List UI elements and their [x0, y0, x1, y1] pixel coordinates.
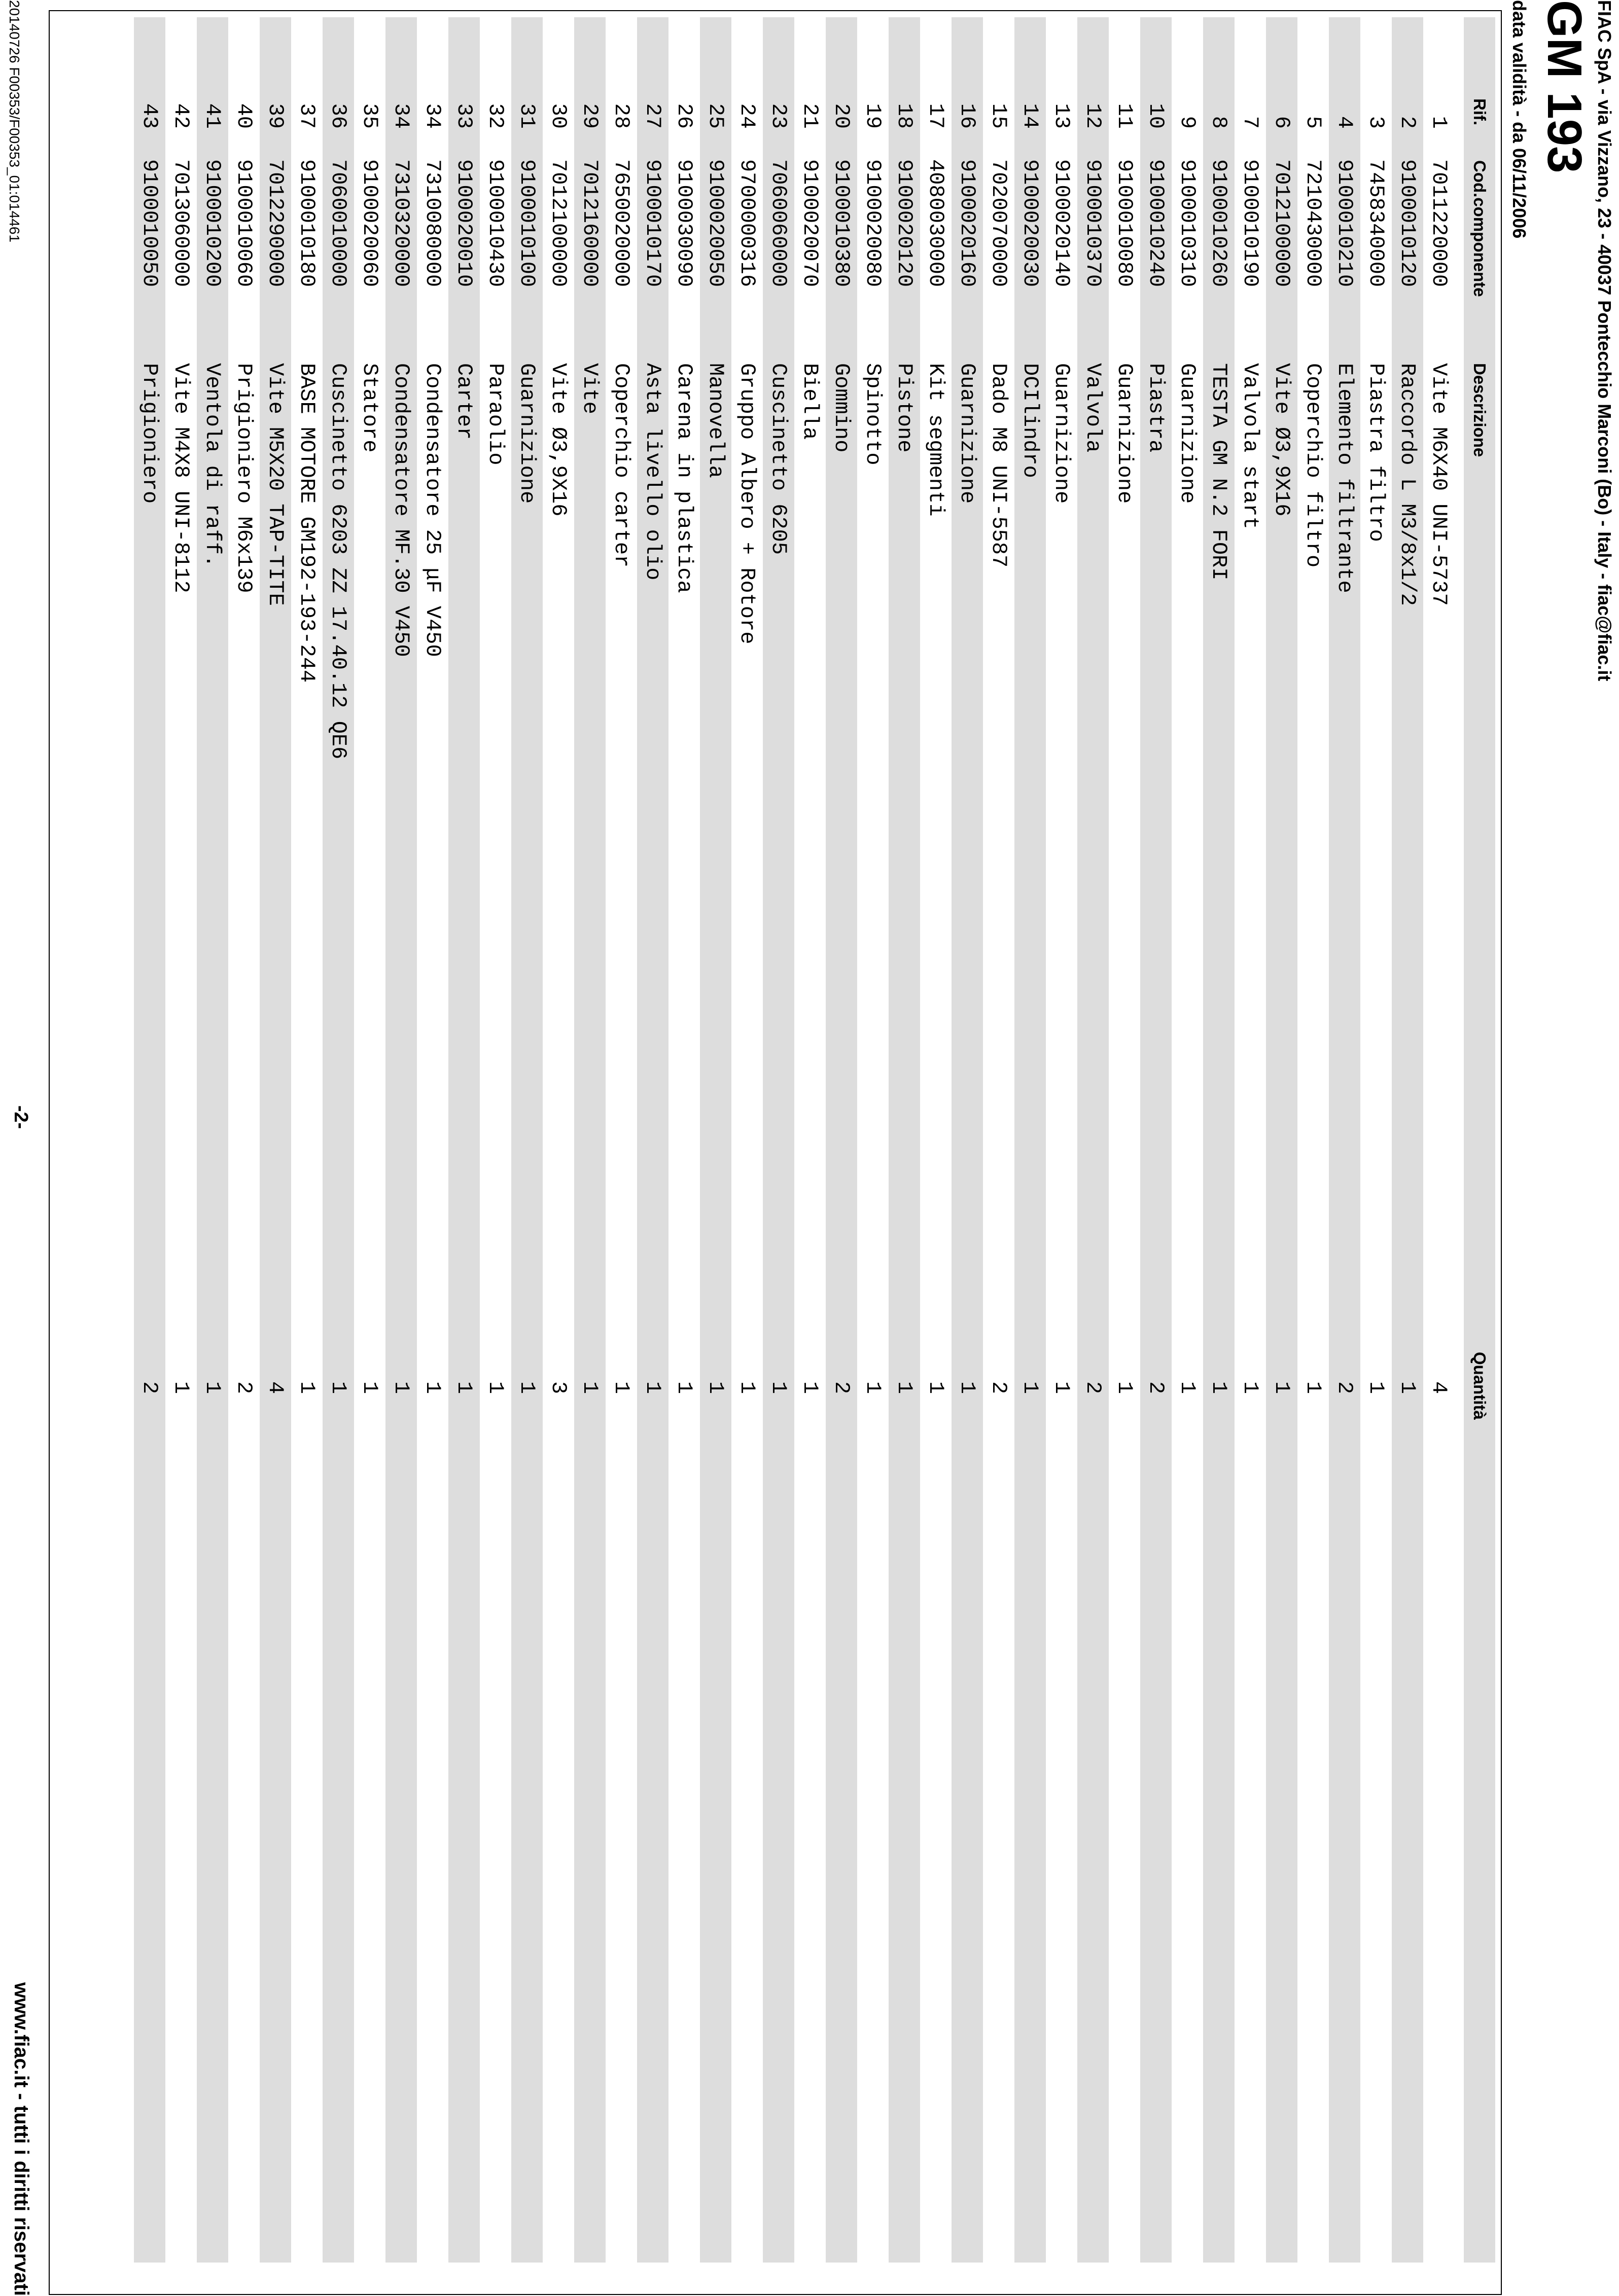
description-cell: Guarnizione	[515, 363, 539, 504]
rif-cell: 21	[798, 103, 822, 129]
table-row	[637, 17, 668, 2263]
code-cell: 9100020070	[798, 159, 822, 288]
rif-cell: 15	[987, 103, 1011, 129]
rif-cell: 16	[955, 103, 979, 129]
quantity-cell: 1	[955, 1381, 979, 1394]
table-row	[228, 17, 260, 2263]
description-cell: Biella	[798, 363, 822, 440]
description-cell: Piastra filtro	[1364, 363, 1388, 542]
rif-cell: 18	[892, 103, 917, 129]
table-row	[1329, 17, 1360, 2263]
code-cell: 7012290000	[263, 159, 288, 288]
table-row	[291, 17, 323, 2263]
description-cell: Kit segmenti	[924, 363, 948, 517]
table-row	[574, 17, 606, 2263]
column-header-quantity: Quantità	[1470, 1352, 1489, 1420]
rif-cell: 3	[1364, 116, 1388, 129]
code-cell: 9100020060	[358, 159, 382, 288]
quantity-cell: 1	[1207, 1381, 1231, 1394]
rif-cell: 6	[1270, 116, 1294, 129]
quantity-cell: 2	[137, 1381, 162, 1394]
rif-cell: 37	[295, 103, 319, 129]
table-row	[165, 17, 197, 2263]
description-cell: Guarnizione	[1112, 363, 1137, 504]
table-row	[952, 17, 983, 2263]
code-cell: 9100020120	[892, 159, 917, 288]
quantity-cell: 1	[924, 1381, 948, 1394]
description-cell: Condensatore 25 μF V450	[420, 363, 445, 657]
table-row	[1046, 17, 1077, 2263]
rif-cell: 14	[1018, 103, 1042, 129]
table-row	[857, 17, 889, 2263]
column-header-code: Cod.componente	[1470, 160, 1489, 297]
column-header-description: Descrizione	[1470, 363, 1489, 457]
code-cell: 9100020080	[861, 159, 885, 288]
code-cell: 9700000316	[735, 159, 759, 288]
table-row	[385, 17, 417, 2263]
description-cell: Dado M8 UNI-5587	[987, 363, 1011, 568]
code-cell: 9100010370	[1081, 159, 1105, 288]
rif-cell: 7	[1238, 116, 1262, 129]
quantity-cell: 1	[483, 1381, 508, 1394]
description-cell: Vite Ø3,9X16	[546, 363, 571, 517]
description-cell: Vite M5X20 TAP-TITE	[263, 363, 288, 606]
code-cell: 9100010310	[1175, 159, 1200, 288]
code-cell: 9100010120	[1395, 159, 1420, 288]
description-cell: Guarnizione	[1175, 363, 1200, 504]
quantity-cell: 1	[295, 1381, 319, 1394]
quantity-cell: 1	[892, 1381, 917, 1394]
quantity-cell: 1	[672, 1381, 696, 1394]
table-row	[1266, 17, 1297, 2263]
rif-cell: 2	[1395, 116, 1420, 129]
code-cell: 7060060000	[766, 159, 791, 288]
rif-cell: 29	[578, 103, 602, 129]
table-row	[354, 17, 385, 2263]
column-header-rif: Rif.	[1470, 98, 1489, 126]
code-cell: 7011220000	[1427, 159, 1451, 288]
code-cell: 9100020030	[1018, 159, 1042, 288]
rif-cell: 34	[389, 103, 413, 129]
description-cell: Condensatore MF.30 V450	[389, 363, 413, 657]
table-row	[197, 17, 228, 2263]
code-cell: 9100010260	[1207, 159, 1231, 288]
quantity-cell: 1	[515, 1381, 539, 1394]
rif-cell: 20	[829, 103, 854, 129]
quantity-cell: 1	[609, 1381, 633, 1394]
description-cell: Asta livello olio	[641, 363, 665, 581]
code-cell: 9100010210	[1332, 159, 1357, 288]
rif-cell: 5	[1301, 116, 1325, 129]
table-row	[1423, 17, 1455, 2263]
rif-cell: 32	[483, 103, 508, 129]
code-cell: 7012100000	[546, 159, 571, 288]
quantity-cell: 4	[263, 1381, 288, 1394]
quantity-cell: 1	[1364, 1381, 1388, 1394]
rif-cell: 34	[420, 103, 445, 129]
quantity-cell: 1	[1238, 1381, 1262, 1394]
table-row	[1203, 17, 1235, 2263]
quantity-cell: 1	[1270, 1381, 1294, 1394]
rif-cell: 31	[515, 103, 539, 129]
company-address: FIAC SpA - via Vizzano, 23 - 40037 Pontecchio Marconi (Bo) - Italy - fiac@fiac.it	[1594, 0, 1615, 681]
code-cell: 9100010100	[515, 159, 539, 288]
table-row	[1392, 17, 1423, 2263]
rif-cell: 13	[1049, 103, 1074, 129]
table-row	[1235, 17, 1266, 2263]
rif-cell: 35	[358, 103, 382, 129]
code-cell: 9100020160	[955, 159, 979, 288]
description-cell: DCIlindro	[1018, 363, 1042, 478]
code-cell: 9100010200	[200, 159, 225, 288]
table-row	[1140, 17, 1172, 2263]
code-cell: 7060010000	[326, 159, 350, 288]
quantity-cell: 1	[1112, 1381, 1137, 1394]
description-cell: Vite M4X8 UNI-8112	[169, 363, 193, 593]
code-cell: 9100010190	[1238, 159, 1262, 288]
table-row	[543, 17, 574, 2263]
rif-cell: 4	[1332, 116, 1357, 129]
description-cell: Prigioniero	[137, 363, 162, 504]
table-row	[134, 17, 165, 2263]
code-cell: 9100010170	[641, 159, 665, 288]
code-cell: 9100010050	[137, 159, 162, 288]
description-cell: Statore	[358, 363, 382, 453]
table-row	[700, 17, 731, 2263]
rif-cell: 24	[735, 103, 759, 129]
quantity-cell: 2	[1081, 1381, 1105, 1394]
quantity-cell: 2	[829, 1381, 854, 1394]
rif-cell: 41	[200, 103, 225, 129]
description-cell: Vite	[578, 363, 602, 414]
table-row	[920, 17, 952, 2263]
description-cell: Gruppo Albero + Rotore	[735, 363, 759, 644]
code-cell: 7458340000	[1364, 159, 1388, 288]
description-cell: Spinotto	[861, 363, 885, 465]
header-stripe	[1464, 17, 1495, 2263]
rif-cell: 25	[703, 103, 728, 129]
description-cell: Cuscinetto 6205	[766, 363, 791, 555]
quantity-cell: 1	[452, 1381, 476, 1394]
description-cell: Valvola start	[1238, 363, 1262, 529]
quantity-cell: 1	[578, 1381, 602, 1394]
description-cell: Ventola di raff.	[200, 363, 225, 568]
description-cell: Gommino	[829, 363, 854, 453]
description-cell: Paraolio	[483, 363, 508, 465]
rif-cell: 10	[1144, 103, 1168, 129]
rif-cell: 43	[137, 103, 162, 129]
quantity-cell: 1	[1395, 1381, 1420, 1394]
quantity-cell: 1	[1301, 1381, 1325, 1394]
quantity-cell: 1	[766, 1381, 791, 1394]
table-row	[731, 17, 763, 2263]
table-row	[1297, 17, 1329, 2263]
description-cell: Vite Ø3,9X16	[1270, 363, 1294, 517]
rif-cell: 26	[672, 103, 696, 129]
table-row	[889, 17, 920, 2263]
table-row	[1014, 17, 1046, 2263]
rif-cell: 39	[263, 103, 288, 129]
rif-cell: 28	[609, 103, 633, 129]
quantity-cell: 1	[735, 1381, 759, 1394]
code-cell: 9100010060	[232, 159, 256, 288]
code-cell: 9100020010	[452, 159, 476, 288]
table-row	[323, 17, 354, 2263]
quantity-cell: 1	[1018, 1381, 1042, 1394]
code-cell: 9100020050	[703, 159, 728, 288]
code-cell: 9100010180	[295, 159, 319, 288]
rif-cell: 11	[1112, 103, 1137, 129]
table-row	[448, 17, 480, 2263]
code-cell: 9100010080	[1112, 159, 1137, 288]
rif-cell: 36	[326, 103, 350, 129]
code-cell: 9100010380	[829, 159, 854, 288]
rif-cell: 40	[232, 103, 256, 129]
website-footer: www.fiac.it - tutti i diritti riservati	[10, 1982, 32, 2296]
code-cell: 9100010430	[483, 159, 508, 288]
table-row	[794, 17, 826, 2263]
table-row	[511, 17, 543, 2263]
code-cell: 7310320000	[389, 159, 413, 288]
quantity-cell: 2	[1144, 1381, 1168, 1394]
table-row	[668, 17, 700, 2263]
page-number: -2-	[10, 1105, 31, 1129]
quantity-cell: 1	[861, 1381, 885, 1394]
code-cell: 9100010240	[1144, 159, 1168, 288]
table-row	[1360, 17, 1392, 2263]
description-cell: TESTA GM N.2 FORI	[1207, 363, 1231, 581]
quantity-cell: 1	[703, 1381, 728, 1394]
table-row	[763, 17, 794, 2263]
description-cell: Raccordo L M3/8x1/2	[1395, 363, 1420, 606]
rif-cell: 1	[1427, 116, 1451, 129]
table-row	[480, 17, 511, 2263]
rif-cell: 8	[1207, 116, 1231, 129]
quantity-cell: 3	[546, 1381, 571, 1394]
code-cell: 4080030000	[924, 159, 948, 288]
description-cell: Guarnizione	[1049, 363, 1074, 504]
quantity-cell: 1	[169, 1381, 193, 1394]
quantity-cell: 1	[326, 1381, 350, 1394]
rif-cell: 23	[766, 103, 791, 129]
table-row	[826, 17, 857, 2263]
table-row	[1172, 17, 1203, 2263]
code-cell: 7013060000	[169, 159, 193, 288]
quantity-cell: 1	[358, 1381, 382, 1394]
description-cell: Carena in plastica	[672, 363, 696, 593]
quantity-cell: 1	[420, 1381, 445, 1394]
code-cell: 7012160000	[578, 159, 602, 288]
description-cell: Vite M6X40 UNI-5737	[1427, 363, 1451, 606]
table-row	[1077, 17, 1109, 2263]
description-cell: Piastra	[1144, 363, 1168, 453]
code-cell: 9100030090	[672, 159, 696, 288]
description-cell: Carter	[452, 363, 476, 440]
quantity-cell: 1	[200, 1381, 225, 1394]
quantity-cell: 2	[987, 1381, 1011, 1394]
quantity-cell: 1	[1049, 1381, 1074, 1394]
description-cell: Prigioniero M6x139	[232, 363, 256, 593]
table-row	[417, 17, 448, 2263]
description-cell: Pistone	[892, 363, 917, 453]
code-cell: 7310080000	[420, 159, 445, 288]
quantity-cell: 4	[1427, 1381, 1451, 1394]
rif-cell: 17	[924, 103, 948, 129]
description-cell: Cuscinetto 6203 ZZ 17.40.12 QE6	[326, 363, 350, 760]
rif-cell: 42	[169, 103, 193, 129]
model-title: GM 193	[1537, 0, 1592, 173]
quantity-cell: 1	[641, 1381, 665, 1394]
description-cell: Coperchio carter	[609, 363, 633, 568]
table-row	[260, 17, 291, 2263]
table-row	[1109, 17, 1140, 2263]
table-row	[606, 17, 637, 2263]
code-cell: 9100020140	[1049, 159, 1074, 288]
description-cell: Coperchio filtro	[1301, 363, 1325, 568]
rif-cell: 27	[641, 103, 665, 129]
description-cell: Valvola	[1081, 363, 1105, 453]
rif-cell: 33	[452, 103, 476, 129]
rif-cell: 19	[861, 103, 885, 129]
code-cell: 7020070000	[987, 159, 1011, 288]
quantity-cell: 1	[798, 1381, 822, 1394]
description-cell: Guarnizione	[955, 363, 979, 504]
rif-cell: 30	[546, 103, 571, 129]
document-code: 20140726 F00353/F00353_01:014461	[7, 0, 22, 242]
description-cell: Manovella	[703, 363, 728, 478]
validity-date: data validità - da 06/11/2006	[1509, 0, 1530, 239]
code-cell: 7012100000	[1270, 159, 1294, 288]
description-cell: BASE MOTORE GM192-193-244	[295, 363, 319, 683]
quantity-cell: 1	[389, 1381, 413, 1394]
description-cell: Elemento filtrante	[1332, 363, 1357, 593]
quantity-cell: 1	[1175, 1381, 1200, 1394]
table-row	[983, 17, 1014, 2263]
rif-cell: 9	[1175, 116, 1200, 129]
parts-table	[54, 17, 1495, 2263]
quantity-cell: 2	[232, 1381, 256, 1394]
quantity-cell: 2	[1332, 1381, 1357, 1394]
rif-cell: 12	[1081, 103, 1105, 129]
code-cell: 7210430000	[1301, 159, 1325, 288]
code-cell: 7650020000	[609, 159, 633, 288]
